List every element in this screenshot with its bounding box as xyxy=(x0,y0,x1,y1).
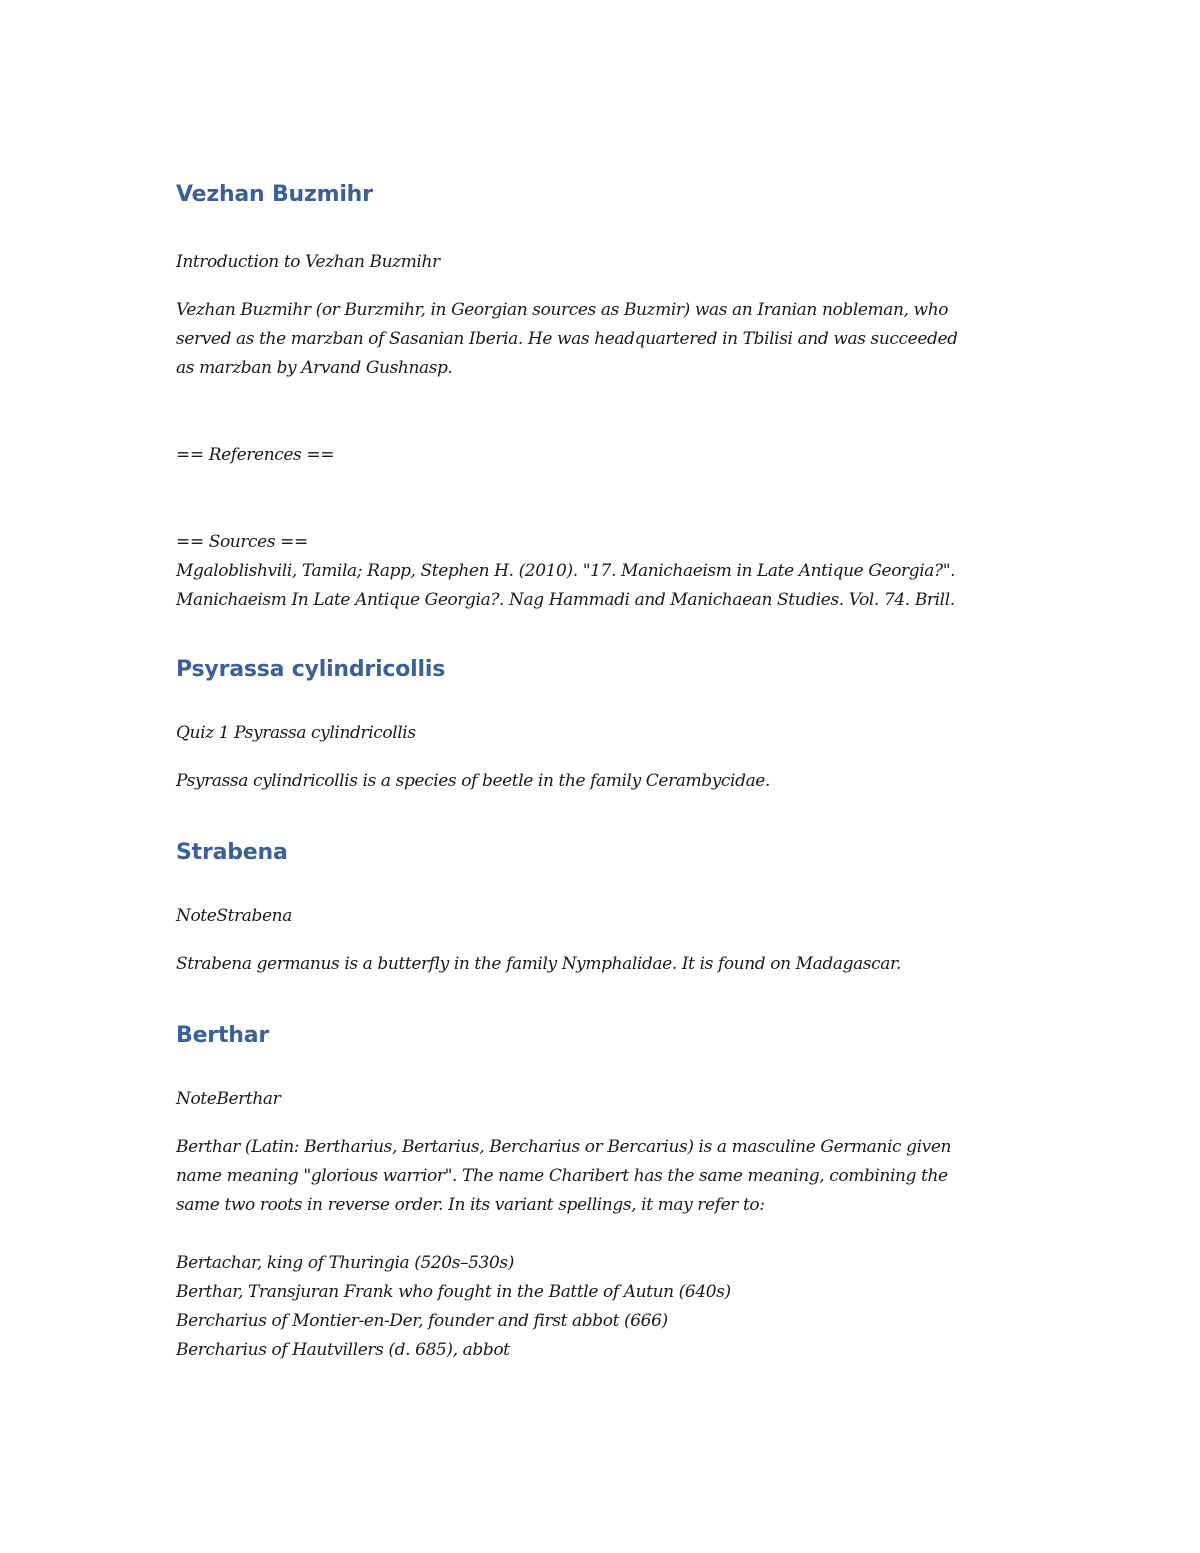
source-line: Mgaloblishvili, Tamila; Rapp, Stephen H. (2010). "17. Manichaeism in Late Antique Georgia?". xyxy=(176,561,956,581)
section-heading-vezhan-buzmihr: Vezhan Buzmihr xyxy=(176,182,373,207)
body-line: same two roots in reverse order. In its variant spellings, it may refer to: xyxy=(176,1195,765,1215)
references-label: == References == xyxy=(176,445,335,465)
section-heading-psyrassa-cylindricollis: Psyrassa cylindricollis xyxy=(176,657,446,682)
sources-list xyxy=(176,557,1026,615)
section-heading-berthar: Berthar xyxy=(176,1023,270,1048)
list-item: Bertachar, king of Thuringia (520s–530s) xyxy=(176,1253,514,1273)
body-line: Strabena germanus is a butterfly in the family Nymphalidae. It is found on Madagascar. xyxy=(176,954,901,974)
section-body xyxy=(176,950,1026,979)
document-content xyxy=(176,176,1026,1365)
section-body xyxy=(176,296,1026,383)
section-body xyxy=(176,767,1026,796)
sources-label: == Sources == xyxy=(176,532,308,552)
section-subtitle: Introduction to Vezhan Buzmihr xyxy=(176,252,440,272)
body-line: served as the marzban of Sasanian Iberia. He was headquartered in Tbilisi and was succeeded xyxy=(176,329,958,349)
body-line: Vezhan Buzmihr (or Burzmihr, in Georgian sources as Buzmir) was an Iranian nobleman, who xyxy=(176,300,949,320)
section-heading-strabena: Strabena xyxy=(176,840,288,865)
section-subtitle: NoteBerthar xyxy=(176,1089,281,1109)
section-body xyxy=(176,1133,1026,1220)
body-line: Psyrassa cylindricollis is a species of beetle in the family Cerambycidae. xyxy=(176,771,770,791)
section-subtitle: Quiz 1 Psyrassa cylindricollis xyxy=(176,723,416,743)
list-item: Berthar, Transjuran Frank who fought in the Battle of Autun (640s) xyxy=(176,1282,731,1302)
source-line: Manichaeism In Late Antique Georgia?. Nag Hammadi and Manichaean Studies. Vol. 74. Brill. xyxy=(176,590,955,610)
body-line: name meaning "glorious warrior". The name Charibert has the same meaning, combining the xyxy=(176,1166,948,1186)
body-line: Berthar (Latin: Bertharius, Bertarius, Bercharius or Bercarius) is a masculine Germanic given xyxy=(176,1137,952,1157)
name-variants-list xyxy=(176,1249,1026,1365)
list-item: Bercharius of Hautvillers (d. 685), abbot xyxy=(176,1340,510,1360)
body-line: as marzban by Arvand Gushnasp. xyxy=(176,358,453,378)
section-subtitle: NoteStrabena xyxy=(176,906,292,926)
list-item: Bercharius of Montier-en-Der, founder and first abbot (666) xyxy=(176,1311,668,1331)
